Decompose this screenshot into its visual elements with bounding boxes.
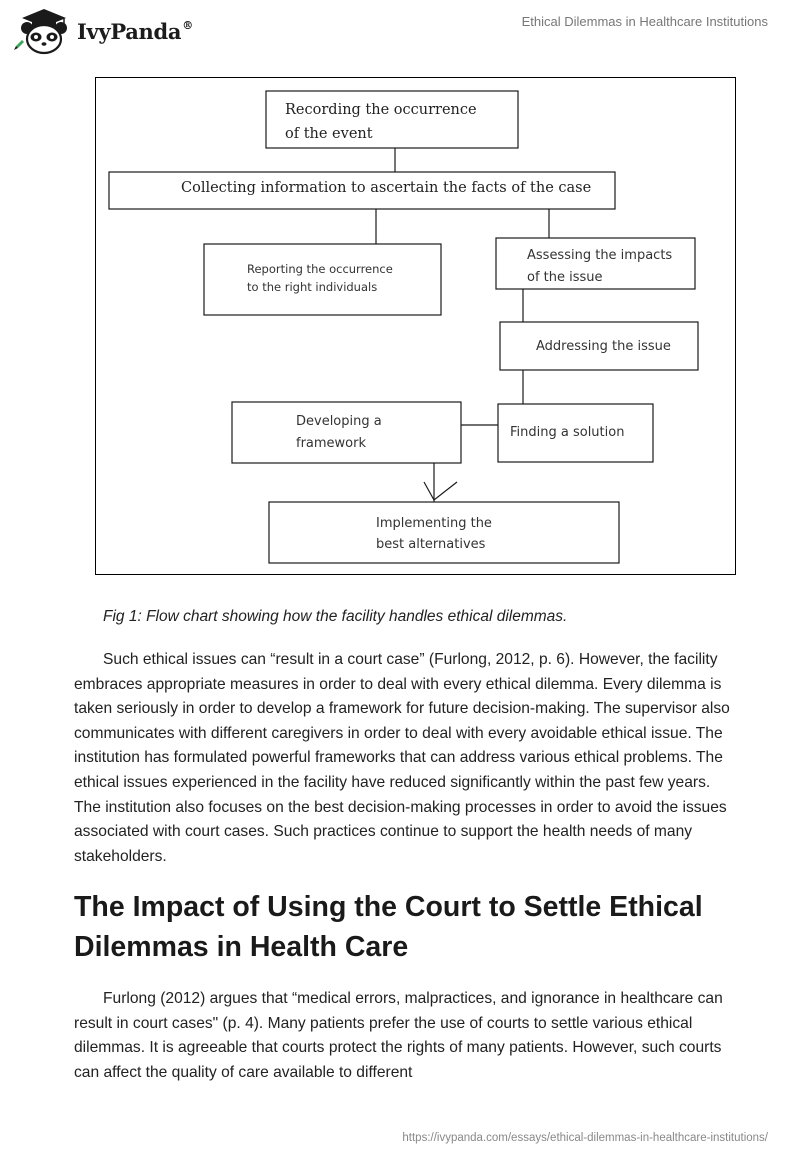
node-report-line-2: to the right individuals	[247, 280, 378, 294]
panda-mascot-icon	[14, 6, 74, 56]
node-assess-line-1: Assessing the impacts	[527, 248, 673, 263]
document-title: Ethical Dilemmas in Healthcare Institutions	[521, 14, 768, 29]
flowchart-figure	[95, 77, 736, 575]
node-collect-label: Collecting information to ascertain the facts of the case	[181, 180, 592, 196]
node-record-line-2: of the event	[285, 126, 373, 142]
body-paragraph: Furlong (2012) argues that “medical errors, malpractices, and ignorance in healthcare can result in court cases" (p. 4). Many patients prefer the use of courts to settle various ethical dilemmas. It is agreeable that courts protect the rights of many patients. However, such courts can affect the quality of care available to different	[74, 990, 723, 1081]
node-address-label: Addressing the issue	[536, 339, 671, 354]
source-url-link[interactable]: https://ivypanda.com/essays/ethical-dilemmas-in-healthcare-institutions/	[402, 1132, 768, 1144]
brand-logo[interactable]	[14, 6, 194, 56]
node-report-line-1: Reporting the occurrence	[247, 262, 393, 276]
section-heading: The Impact of Using the Court to Settle Ethical Dilemmas in Health Care	[74, 891, 703, 963]
node-develop-line-1: Developing a	[296, 414, 382, 429]
node-implement-line-1: Implementing the	[376, 516, 492, 531]
node-implement-line-2: best alternatives	[376, 537, 486, 552]
node-assess-line-2: of the issue	[527, 270, 603, 285]
body-paragraph: Such ethical issues can “result in a court case” (Furlong, 2012, p. 6). However, the facility embraces appropriate measures in order to deal with every ethical dilemma. Every dilemma is taken seriously in order to develop a framework for future decision-making. The supervisor also communicates with different caregivers in order to deal with every avoidable ethical issue. The institution has formulated powerful frameworks that can address various ethical problems. The ethical issues experienced in the facility have reduced significantly within the past few years. The institution also focuses on the best decision-making processes in order to avoid the issues associated with court cases. Such practices continue to support the health needs of many stakeholders.	[74, 651, 730, 865]
brand-name: IvyPanda®	[77, 19, 193, 44]
node-implement	[269, 502, 619, 563]
page-header	[0, 0, 800, 66]
flowchart-diagram	[96, 78, 737, 576]
node-solution-label: Finding a solution	[510, 425, 625, 440]
node-develop	[232, 402, 461, 463]
arrowhead-icon	[424, 482, 457, 500]
node-develop-line-2: framework	[296, 436, 367, 451]
node-record-line-1: Recording the occurrence	[285, 102, 477, 118]
figure-caption: Fig 1: Flow chart showing how the facility handles ethical dilemmas.	[103, 608, 568, 625]
